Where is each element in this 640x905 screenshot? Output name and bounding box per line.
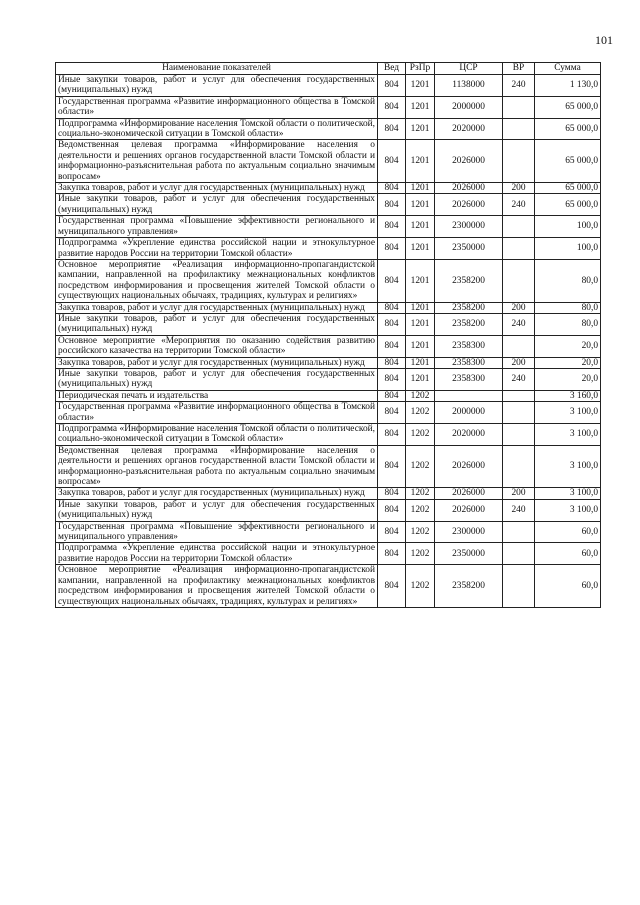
row-name: Иные закупки товаров, работ и услуг для обеспечения государственных (муниципальных) нужд <box>56 499 378 521</box>
row-name: Закупка товаров, работ и услуг для государственных (муниципальных) нужд <box>56 183 378 194</box>
table-row <box>56 357 601 368</box>
row-ved: 804 <box>378 194 406 216</box>
row-vr <box>503 96 535 118</box>
row-vr <box>503 402 535 424</box>
row-csr: 2350000 <box>435 238 503 260</box>
row-csr: 2358300 <box>435 335 503 357</box>
row-vr: 240 <box>503 313 535 335</box>
table-row <box>56 313 601 335</box>
row-vr: 240 <box>503 194 535 216</box>
row-vr: 240 <box>503 368 535 390</box>
row-rzpr: 1201 <box>406 140 435 183</box>
row-name: Иные закупки товаров, работ и услуг для обеспечения государственных (муниципальных) нужд <box>56 313 378 335</box>
table-row <box>56 488 601 499</box>
row-vr <box>503 238 535 260</box>
row-name: Основное мероприятие «Реализация информационно-пропагандистской кампании, направленной на профилактику межнациональных конфликтов посредством информирования и просвещения жителей Томской области о существующих национальных обычаях, традициях, культурах и религиях» <box>56 565 378 608</box>
row-rzpr: 1202 <box>406 521 435 543</box>
row-name: Подпрограмма «Информирование населения Томской области о политической, социально-экономической ситуации в Томской области» <box>56 118 378 140</box>
row-ved: 804 <box>378 565 406 608</box>
row-csr: 2358200 <box>435 565 503 608</box>
row-sum: 3 100,0 <box>535 488 601 499</box>
table-body <box>56 75 601 608</box>
row-vr <box>503 565 535 608</box>
row-name: Подпрограмма «Укрепление единства российской нации и этнокультурное развитие народов России на территории Томской области» <box>56 543 378 565</box>
row-sum: 3 160,0 <box>535 390 601 401</box>
row-name: Подпрограмма «Информирование населения Томской области о политической, социально-экономической ситуации в Томской области» <box>56 424 378 446</box>
row-name: Закупка товаров, работ и услуг для государственных (муниципальных) нужд <box>56 357 378 368</box>
row-rzpr: 1201 <box>406 96 435 118</box>
row-csr <box>435 390 503 401</box>
row-rzpr: 1201 <box>406 313 435 335</box>
row-ved: 804 <box>378 488 406 499</box>
table-row <box>56 424 601 446</box>
row-sum: 3 100,0 <box>535 445 601 488</box>
row-sum: 20,0 <box>535 335 601 357</box>
row-rzpr: 1202 <box>406 402 435 424</box>
row-csr: 2000000 <box>435 402 503 424</box>
row-ved: 804 <box>378 368 406 390</box>
row-ved: 804 <box>378 543 406 565</box>
row-sum: 65 000,0 <box>535 140 601 183</box>
row-vr <box>503 259 535 302</box>
row-name: Иные закупки товаров, работ и услуг для обеспечения государственных (муниципальных) нужд <box>56 368 378 390</box>
row-name: Ведомственная целевая программа «Информирование населения о деятельности и решениях органов государственной власти Томской области и информационно-разъяснительная работа по актуальным социально значимым вопросам» <box>56 140 378 183</box>
row-rzpr: 1201 <box>406 183 435 194</box>
row-sum: 3 100,0 <box>535 402 601 424</box>
row-sum: 80,0 <box>535 259 601 302</box>
row-name: Иные закупки товаров, работ и услуг для обеспечения государственных (муниципальных) нужд <box>56 194 378 216</box>
row-ved: 804 <box>378 302 406 313</box>
table-row <box>56 96 601 118</box>
row-rzpr: 1201 <box>406 259 435 302</box>
row-sum: 100,0 <box>535 238 601 260</box>
row-ved: 804 <box>378 140 406 183</box>
row-rzpr: 1202 <box>406 543 435 565</box>
table-row <box>56 238 601 260</box>
row-rzpr: 1202 <box>406 424 435 446</box>
row-sum: 60,0 <box>535 521 601 543</box>
row-ved: 804 <box>378 118 406 140</box>
table-row <box>56 335 601 357</box>
row-name: Ведомственная целевая программа «Информирование населения о деятельности и решениях органов государственной власти Томской области и информационно-разъяснительная работа по актуальным социально значимым вопросам» <box>56 445 378 488</box>
table-row <box>56 499 601 521</box>
row-sum: 65 000,0 <box>535 96 601 118</box>
row-ved: 804 <box>378 259 406 302</box>
row-ved: 804 <box>378 75 406 97</box>
row-csr: 2020000 <box>435 424 503 446</box>
row-vr: 200 <box>503 302 535 313</box>
row-vr <box>503 335 535 357</box>
table-row <box>56 259 601 302</box>
row-name: Государственная программа «Развитие информационного общества в Томской области» <box>56 96 378 118</box>
table-row <box>56 368 601 390</box>
budget-table <box>55 62 601 608</box>
row-ved: 804 <box>378 445 406 488</box>
row-name: Государственная программа «Повышение эффективности регионального и муниципального управления» <box>56 216 378 238</box>
row-sum: 65 000,0 <box>535 194 601 216</box>
row-rzpr: 1201 <box>406 118 435 140</box>
row-vr <box>503 543 535 565</box>
row-ved: 804 <box>378 390 406 401</box>
row-name: Государственная программа «Развитие информационного общества в Томской области» <box>56 402 378 424</box>
table-row <box>56 216 601 238</box>
row-rzpr: 1201 <box>406 302 435 313</box>
row-sum: 80,0 <box>535 313 601 335</box>
header-name: Наименование показателей <box>56 63 378 75</box>
row-vr <box>503 521 535 543</box>
row-csr: 2358300 <box>435 357 503 368</box>
row-rzpr: 1201 <box>406 216 435 238</box>
row-vr: 240 <box>503 499 535 521</box>
row-csr: 2358200 <box>435 313 503 335</box>
row-ved: 804 <box>378 521 406 543</box>
row-ved: 804 <box>378 183 406 194</box>
row-csr: 2000000 <box>435 96 503 118</box>
row-ved: 804 <box>378 313 406 335</box>
table-row <box>56 521 601 543</box>
row-csr: 2026000 <box>435 499 503 521</box>
table-row <box>56 183 601 194</box>
row-csr: 2358300 <box>435 368 503 390</box>
row-ved: 804 <box>378 335 406 357</box>
row-sum: 20,0 <box>535 368 601 390</box>
row-sum: 20,0 <box>535 357 601 368</box>
row-vr: 200 <box>503 488 535 499</box>
row-csr: 2350000 <box>435 543 503 565</box>
table-row <box>56 75 601 97</box>
row-csr: 2026000 <box>435 140 503 183</box>
row-csr: 2300000 <box>435 216 503 238</box>
row-rzpr: 1202 <box>406 499 435 521</box>
row-sum: 1 130,0 <box>535 75 601 97</box>
row-rzpr: 1202 <box>406 488 435 499</box>
row-vr <box>503 118 535 140</box>
row-name: Закупка товаров, работ и услуг для государственных (муниципальных) нужд <box>56 488 378 499</box>
row-vr: 200 <box>503 357 535 368</box>
row-csr: 2026000 <box>435 488 503 499</box>
row-csr: 1138000 <box>435 75 503 97</box>
row-name: Основное мероприятие «Реализация информационно-пропагандистской кампании, направленной на профилактику межнациональных конфликтов посредством информирования и просвещения жителей Томской области о существующих национальных обычаях, традициях, культурах и религиях» <box>56 259 378 302</box>
row-rzpr: 1202 <box>406 565 435 608</box>
row-csr: 2020000 <box>435 118 503 140</box>
row-vr <box>503 216 535 238</box>
row-csr: 2026000 <box>435 445 503 488</box>
row-vr <box>503 140 535 183</box>
row-csr: 2358200 <box>435 259 503 302</box>
row-sum: 60,0 <box>535 543 601 565</box>
row-rzpr: 1201 <box>406 357 435 368</box>
table-row <box>56 445 601 488</box>
row-vr <box>503 390 535 401</box>
table-row <box>56 194 601 216</box>
header-csr: ЦСР <box>435 63 503 75</box>
row-ved: 804 <box>378 499 406 521</box>
row-csr: 2358200 <box>435 302 503 313</box>
row-name: Основное мероприятие «Мероприятия по оказанию содействия развитию российского казачества на территории Томской области» <box>56 335 378 357</box>
row-sum: 100,0 <box>535 216 601 238</box>
row-csr: 2300000 <box>435 521 503 543</box>
row-rzpr: 1201 <box>406 194 435 216</box>
row-rzpr: 1202 <box>406 445 435 488</box>
row-name: Подпрограмма «Укрепление единства российской нации и этнокультурное развитие народов России на территории Томской области» <box>56 238 378 260</box>
row-ved: 804 <box>378 96 406 118</box>
row-rzpr: 1202 <box>406 390 435 401</box>
row-rzpr: 1201 <box>406 335 435 357</box>
row-sum: 60,0 <box>535 565 601 608</box>
row-vr: 200 <box>503 183 535 194</box>
row-name: Государственная программа «Повышение эффективности регионального и муниципального управления» <box>56 521 378 543</box>
table-row <box>56 543 601 565</box>
row-name: Закупка товаров, работ и услуг для государственных (муниципальных) нужд <box>56 302 378 313</box>
table-row <box>56 118 601 140</box>
row-vr <box>503 424 535 446</box>
page-number: 101 <box>595 33 613 47</box>
row-ved: 804 <box>378 424 406 446</box>
row-ved: 804 <box>378 238 406 260</box>
row-sum: 65 000,0 <box>535 183 601 194</box>
table-header-row <box>56 63 601 75</box>
table-row <box>56 402 601 424</box>
row-vr <box>503 445 535 488</box>
table-row <box>56 390 601 401</box>
header-sum: Сумма <box>535 63 601 75</box>
row-ved: 804 <box>378 216 406 238</box>
row-vr: 240 <box>503 75 535 97</box>
header-ved: Вед <box>378 63 406 75</box>
row-rzpr: 1201 <box>406 368 435 390</box>
row-sum: 3 100,0 <box>535 424 601 446</box>
row-name: Иные закупки товаров, работ и услуг для обеспечения государственных (муниципальных) нужд <box>56 75 378 97</box>
row-sum: 3 100,0 <box>535 499 601 521</box>
header-rzpr: РзПр <box>406 63 435 75</box>
table-row <box>56 565 601 608</box>
row-csr: 2026000 <box>435 183 503 194</box>
row-rzpr: 1201 <box>406 75 435 97</box>
row-csr: 2026000 <box>435 194 503 216</box>
row-name: Периодическая печать и издательства <box>56 390 378 401</box>
table-row <box>56 140 601 183</box>
row-sum: 80,0 <box>535 302 601 313</box>
table-row <box>56 302 601 313</box>
row-rzpr: 1201 <box>406 238 435 260</box>
row-ved: 804 <box>378 402 406 424</box>
row-sum: 65 000,0 <box>535 118 601 140</box>
row-ved: 804 <box>378 357 406 368</box>
header-vr: ВР <box>503 63 535 75</box>
